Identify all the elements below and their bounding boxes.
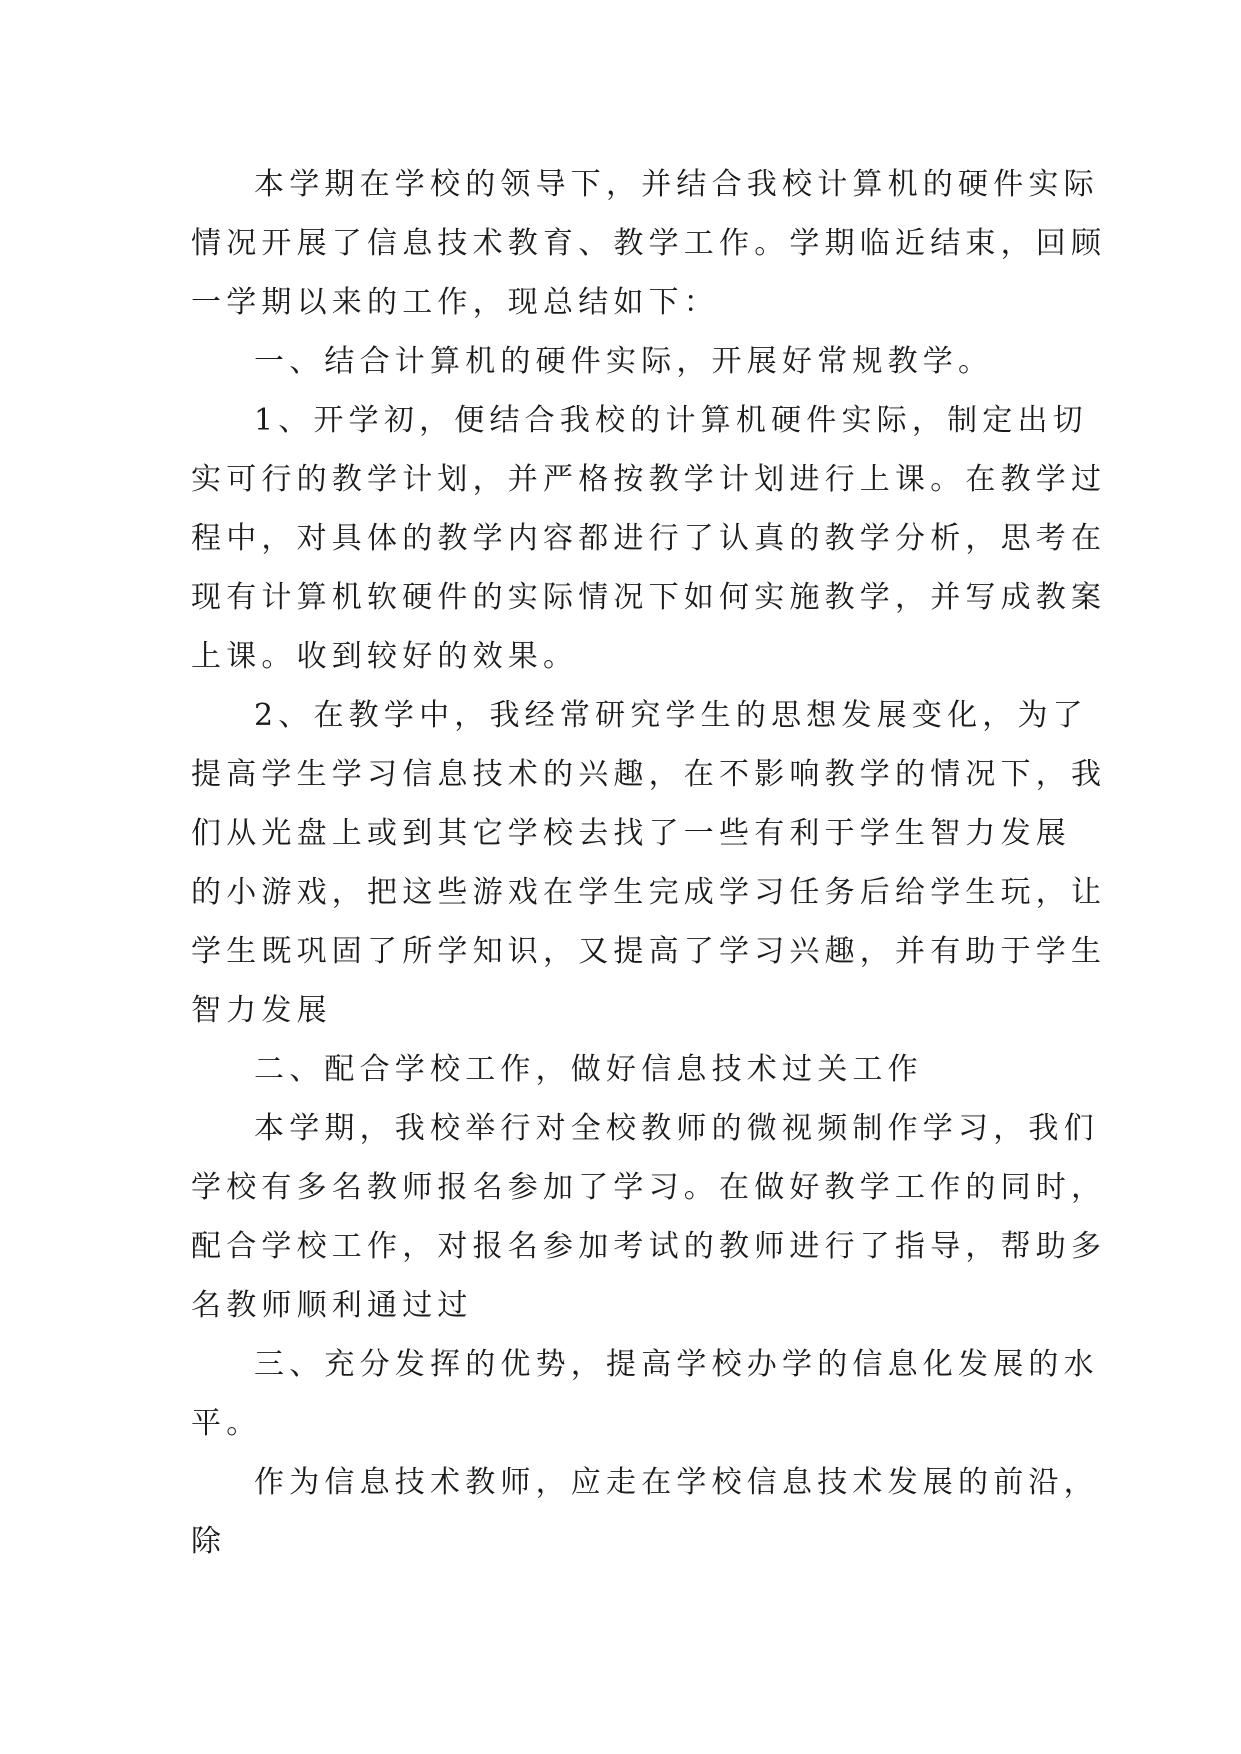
- item-1-line-1: 1、开学初，便结合我校的计算机硬件实际，制定出切: [254, 403, 1088, 438]
- paragraph-intro-line-3: 一学期以来的工作，现总结如下：: [191, 285, 719, 320]
- item-2-line-1: 2、在教学中，我经常研究学生的思想发展变化，为了: [254, 698, 1088, 733]
- section-3-paragraph-line-2: 除: [191, 1524, 227, 1559]
- section-heading-3-line-1: 三、充分发挥的优势，提高学校办学的信息化发展的水: [254, 1347, 1099, 1382]
- section-heading-3-line-2: 平。: [191, 1406, 262, 1441]
- section-2-paragraph-line-2: 学校有多名教师报名参加了学习。在做好教学工作的同时，: [191, 1170, 1107, 1205]
- item-1-line-2: 实可行的教学计划，并严格按教学计划进行上课。在教学过: [191, 462, 1107, 497]
- document-body: [191, 155, 1107, 1571]
- item-1-line-3: 程中，对具体的教学内容都进行了认真的教学分析，思考在: [191, 521, 1107, 556]
- item-2-line-3: 们从光盘上或到其它学校去找了一些有利于学生智力发展: [191, 816, 1071, 851]
- section-heading-2: 二、配合学校工作，做好信息技术过关工作: [254, 1052, 923, 1087]
- item-2-line-4: 的小游戏，把这些游戏在学生完成学习任务后给学生玩，让: [191, 875, 1107, 910]
- item-2-line-5: 学生既巩固了所学知识，又提高了学习兴趣，并有助于学生: [191, 934, 1107, 969]
- paragraph-intro-line-1: 本学期在学校的领导下，并结合我校计算机的硬件实际: [254, 167, 1099, 202]
- item-2-line-2: 提高学生学习信息技术的兴趣，在不影响教学的情况下，我: [191, 757, 1107, 792]
- paragraph-intro-line-2: 情况开展了信息技术教育、教学工作。学期临近结束，回顾: [191, 226, 1107, 261]
- section-heading-1: 一、结合计算机的硬件实际，开展好常规教学。: [254, 344, 994, 379]
- item-2-line-6: 智力发展: [191, 993, 332, 1028]
- item-1-line-4: 现有计算机软硬件的实际情况下如何实施教学，并写成教案: [191, 580, 1107, 615]
- section-2-paragraph-line-4: 名教师顺利通过过: [191, 1288, 473, 1323]
- section-3-paragraph-line-1: 作为信息技术教师，应走在学校信息技术发展的前沿，: [254, 1465, 1099, 1500]
- section-2-paragraph-line-3: 配合学校工作，对报名参加考试的教师进行了指导，帮助多: [191, 1229, 1107, 1264]
- item-1-line-5: 上课。收到较好的效果。: [191, 639, 579, 674]
- section-2-paragraph-line-1: 本学期，我校举行对全校教师的微视频制作学习，我们: [254, 1111, 1099, 1146]
